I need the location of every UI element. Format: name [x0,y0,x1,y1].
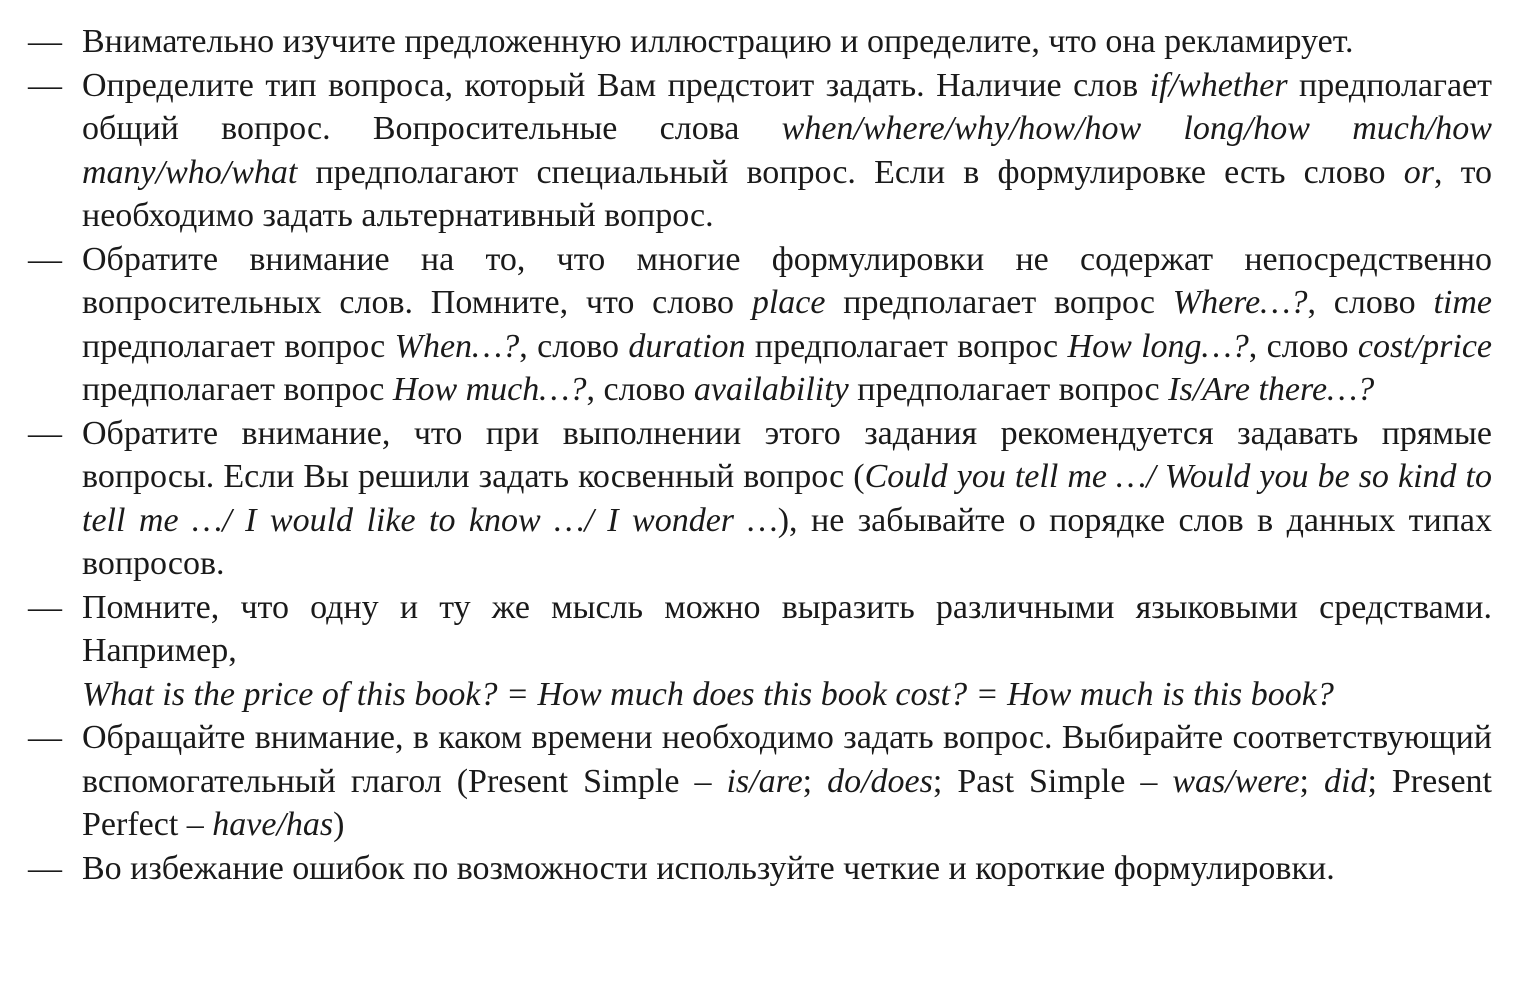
italic-term: or [1403,153,1434,191]
text-run: предполагают специальный вопрос. Если в формулировке есть слово [297,153,1404,191]
italic-term: Where…? [1172,284,1308,321]
text-run: ; Past Simple – [932,762,1173,800]
text-run: , слово [1307,284,1434,321]
instruction-text [82,847,1492,891]
text-run: , то необходимо задать альтернативный вопрос. [82,153,1493,234]
italic-term: time [1433,284,1492,321]
example-sentence: What is the price of this book? = How much does this book cost? = How much is this book? [82,675,1334,713]
italic-term: When…? [394,327,520,365]
bullet-dash: — [28,23,62,60]
text-run: ) [333,806,345,843]
italic-term: have/has [212,806,334,843]
text-run: Обратите внимание, что при выполнении этого задания рекомендуется задавать прямые вопросы. Если Вы решили задать косвенный вопрос ( [82,414,1492,495]
instruction-list [28,20,1492,890]
instruction-item [28,412,1492,586]
bullet-dash: — [28,588,62,626]
italic-term: How much…? [392,371,587,408]
text-run: предполагает вопрос [825,284,1173,321]
text-run: предполагает вопрос [848,371,1169,408]
italic-term: do/does [827,762,933,800]
text-run: предполагает вопрос [82,327,395,365]
text-run: ; [1299,762,1324,800]
text-run: ), не забывайте о порядке слов в данных типах вопросов. [82,501,1493,582]
italic-term: Could you tell me …/ Would you be so kind to tell me …/ I would like to know …/ I wonder … [82,458,1493,539]
bullet-dash: — [28,240,62,278]
text-run: предполагает вопрос [745,327,1068,365]
text-run: , слово [519,327,629,365]
text-run: ; [802,762,828,800]
instruction-text [82,716,1492,847]
instruction-item [28,238,1492,412]
instruction-item [28,64,1492,238]
bullet-dash: — [28,414,62,452]
italic-term: How long…? [1067,327,1249,365]
text-run: ; Present Perfect – [82,762,1492,843]
italic-term: place [751,284,826,321]
text-run: Внимательно изучите предложенную иллюстрацию и определите, что она рекламирует. [82,23,1354,60]
italic-term: when/where/why/how/how long/how much/how many/who/what [82,110,1492,191]
instruction-text [82,586,1492,717]
text-run: предполагает общий вопрос. Вопросительные слова [82,66,1492,147]
text-run: Во избежание ошибок по возможности используйте четкие и короткие формулировки. [82,849,1335,887]
bullet-dash: — [28,849,62,887]
italic-term: Is/Are there…? [1168,371,1375,408]
instruction-item [28,586,1492,717]
text-run: Определите тип вопроса, который Вам предстоит задать. Наличие слов [82,66,1150,104]
italic-term: if/whether [1149,66,1288,104]
text-run: предполагает вопрос [82,371,393,408]
text-run: Помните, что одну и ту же мысль можно выразить различными языковыми средствами. Например, [82,588,1492,669]
instruction-text [82,64,1492,238]
instruction-item [28,716,1492,847]
text-run: Обратите внимание на то, что многие формулировки не содержат непосредственно вопросительных слов. Помните, что слово [82,240,1492,321]
instruction-text [82,238,1492,412]
instruction-text [82,412,1492,586]
italic-term: is/are [726,762,803,800]
bullet-dash: — [28,719,62,756]
italic-term: did [1324,762,1368,800]
italic-term: duration [628,327,746,365]
instruction-text [82,20,1492,64]
italic-term: cost/price [1357,327,1492,365]
bullet-dash: — [28,66,62,104]
italic-term: was/were [1172,762,1300,800]
italic-term: availability [693,371,849,408]
text-run: Обращайте внимание, в каком времени необходимо задать вопрос. Выбирайте соответствующий вспомогательный глагол (Present Simple – [82,719,1492,800]
text-run: , слово [1248,327,1358,365]
instruction-item [28,847,1492,891]
text-run: , слово [586,371,694,408]
instruction-item [28,20,1492,64]
